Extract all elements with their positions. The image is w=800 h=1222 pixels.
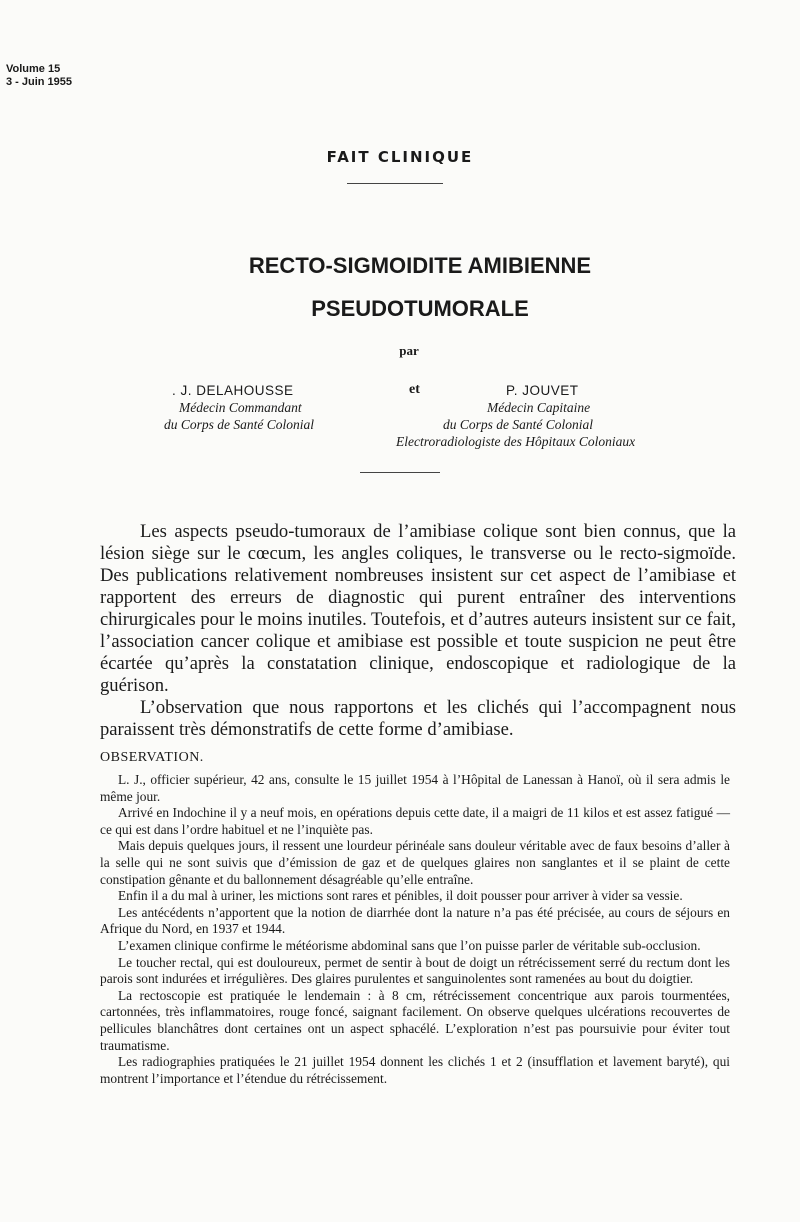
section-label: FAIT CLINIQUE: [326, 148, 474, 166]
observation-body: [100, 772, 730, 1087]
author-2-specialty: Electroradiologiste des Hôpitaux Coloniaux: [396, 434, 636, 449]
body-paragraph: Les radiographies pratiquées le 21 juillet 1954 donnent les clichés 1 et 2 (insufflation et lavement baryté), qui montrent l’importance et l’étendue du rétrécissement.: [100, 1054, 730, 1086]
body-paragraph: L’examen clinique confirme le météorisme abdominal sans que l’on puisse parler de véritable sub-occlusion.: [118, 937, 701, 953]
article-title-line2: PSEUDOTUMORALE: [311, 296, 529, 321]
byline-et: et: [409, 382, 420, 397]
body-paragraph: Arrivé en Indochine il y a neuf mois, en opérations depuis cette date, il a maigri de 11 kilos et est assez fatigué — ce qui est dans l’ordre habituel et ne l’inquiète pas.: [100, 805, 730, 837]
author-2-role: Médecin Capitaine: [487, 400, 591, 415]
author-2-name: P. JOUVET: [506, 383, 579, 398]
issue-date: 3 - Juin 1955: [6, 76, 73, 88]
body-paragraph: La rectoscopie est pratiquée le lendemain : à 8 cm, rétrécissement concentrique aux parois tourmentées, cartonnées, très inflammatoires, rouge foncé, saignant facilement. On observe quelques ulcérations recouvertes de pellicules blanchâtres dont certaines ont un aspect sphacélé. L’exploration n’est pas poursuivie pour éviter tout traumatisme.: [100, 987, 730, 1053]
abstract-paragraph: Les aspects pseudo-tumoraux de l’amibiase colique sont bien connus, que la lésion siège sur le cœcum, les angles coliques, le transverse ou le recto-sigmoïde. Des publications relativement nombreuses insistent sur cet aspect de l’amibiase et rapportent des erreurs de diagnostic qui purent entraîner des interventions chirurgicales pour le moins inutiles. Toutefois, et d’autres auteurs insistent sur ce fait, l’association cancer colique et amibiase est possible et toute suspicion ne peut être écartée qu’après la constatation clinique, endoscopique et radiologique de la guérison.: [100, 521, 736, 696]
author-2-affiliation: du Corps de Santé Colonial: [443, 417, 594, 432]
observation-heading: OBSERVATION.: [100, 750, 204, 765]
body-paragraph: Mais depuis quelques jours, il ressent une lourdeur périnéale sans douleur véritable avec de faux besoins d’aller à la selle qui ne sont suivis que d’émission de gaz et de quelques glaires non sanglantes et il se plaint de cette constipation gênante et du ballonnement désagréable qu’elle entraîne.: [100, 838, 730, 887]
body-paragraph: Enfin il a du mal à uriner, les mictions sont rares et pénibles, il doit pousser pour arriver à vider sa vessie.: [118, 888, 683, 904]
volume-number: Volume 15: [6, 63, 61, 75]
journal-header: [6, 63, 72, 89]
body-paragraph: Le toucher rectal, qui est douloureux, permet de sentir à bout de doigt un rétrécissement serré du rectum dont les parois sont indurées et irrégulières. Des glaires purulentes et sanguinolentes sont ramenées au bout du doigtier.: [100, 954, 730, 987]
author-2: [396, 382, 736, 450]
body-paragraph: Les antécédents n’apportent que la notion de diarrhée dont la nature n’a pas été précisée, au cours de séjours en Afrique du Nord, en 1937 et 1944.: [100, 904, 730, 937]
author-1-name: . J. DELAHOUSSE: [172, 383, 294, 398]
article-title-line1: RECTO-SIGMOIDITE AMIBIENNE: [248, 253, 592, 278]
abstract: [100, 521, 736, 741]
author-1-affiliation: du Corps de Santé Colonial: [164, 417, 315, 432]
author-1-role: Médecin Commandant: [179, 400, 302, 415]
author-1: [164, 382, 372, 433]
body-paragraph: L. J., officier supérieur, 42 ans, consulte le 15 juillet 1954 à l’Hôpital de Lanessan à Hanoï, où il sera admis le même jour.: [100, 772, 730, 804]
byline-par: par: [399, 343, 419, 358]
divider-top: [347, 183, 443, 184]
divider-bottom: [360, 472, 440, 473]
abstract-paragraph: L’observation que nous rapportons et les clichés qui l’accompagnent nous paraissent très démonstratifs de cette forme d’amibiase.: [100, 697, 736, 740]
